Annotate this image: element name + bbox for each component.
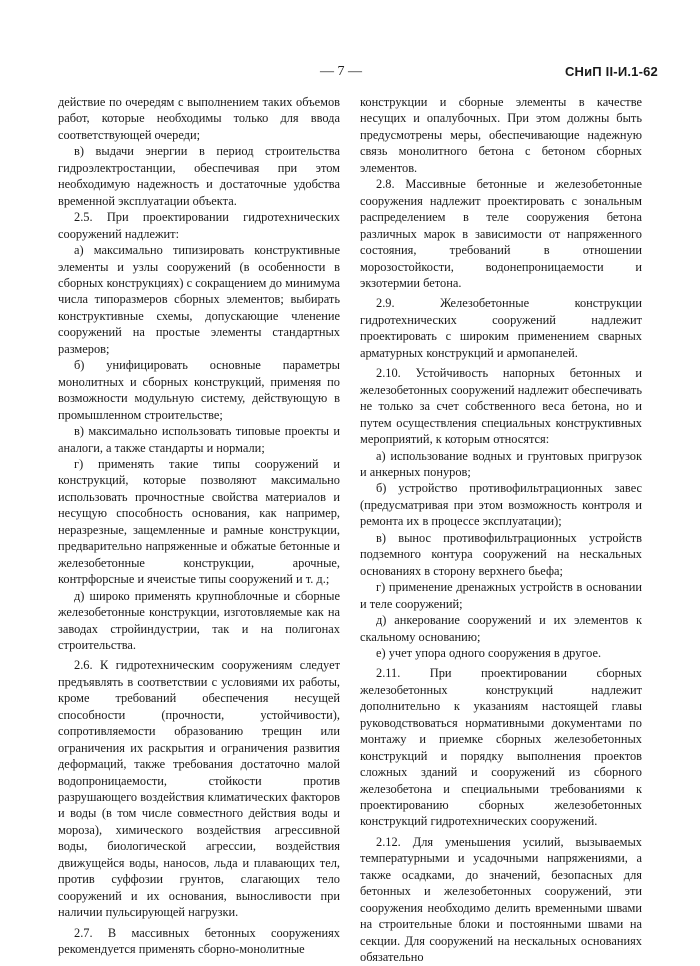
paragraph: 2.7. В массивных бетонных сооружениях рекомендуется применять сборно-монолитные [58, 925, 340, 957]
paragraph: 2.10. Устойчивость напорных бетонных и железобетонных сооружений надлежит обеспечивать не только за счет собственного веса бетона, но и путем осуществления специальных конструктивных мероприятий, к которым относятся: [360, 366, 642, 447]
left-column [58, 94, 340, 958]
paragraph: 2.12. Для уменьшения усилий, вызываемых температурными и усадочными напряжениями, а также осадками, до значений, безопасных для бетонных и железобетонных сооружений, эти сооружения необходимо делить временными швами на строительные блоки и постоянными швами на секции. Для сооружений на нескальных основаниях обязательно [360, 834, 642, 965]
paragraph: 2.11. При проектировании сборных железобетонных конструкций надлежит дополнительно к указаниям настоящей главы руководствоваться нормативными документами по монтажу и приемке сборных железобетонных конструкций и порядку выполнения проектов сложных зданий и сооружений из сборного железобетона и специальными требованиями к проектированию сборных железобетонных конструкций гидротехнических сооружений. [360, 666, 642, 829]
list-item: а) максимально типизировать конструктивные элементы и узлы сооружений (в особенности в сборных конструкциях) с сокращением до минимума числа типоразмеров сборных элементов; выбирать конструктивные схемы, допускающие членение сооружений на простые элементы стандартных размеров; [58, 243, 340, 356]
paragraph: 2.5. При проектировании гидротехнических сооружений надлежит: [58, 210, 340, 241]
document-code: СНиП II-И.1-62 [564, 64, 658, 79]
list-item: д) широко применять крупноблочные и сборные железобетонные конструкции, изготовляемые как на заводах стройиндустрии, так и на полигонах строительства. [58, 588, 340, 652]
list-item: а) использование водных и грунтовых пригрузок и анкерных понуров; [360, 448, 642, 479]
paragraph: действие по очередям с выполнением таких объемов работ, которые необходимы только для ввода соответствующей очереди; [58, 95, 340, 142]
list-item: б) устройство противофильтрационных завес (предусматривая при этом возможность контроля и ремонта их в процессе эксплуатации); [360, 481, 642, 529]
list-item: б) унифицировать основные параметры монолитных и сборных конструкций, применяя по возможности модульную систему, действующую в промышленном строительстве; [58, 358, 340, 422]
right-column [360, 94, 642, 966]
list-item: г) применение дренажных устройств в основании и теле сооружений; [360, 580, 642, 611]
paragraph: в) выдачи энергии в период строительства гидроэлектростанции, обеспечивая при этом необходимую надежность и достаточные удобства временной эксплуатации объекта. [58, 144, 340, 208]
paragraph: конструкции и сборные элементы в качестве несущих и опалубочных. При этом должны быть предусмотрены меры, обеспечивающие надежную связь монолитного бетона с бетоном сборных элементов. [360, 95, 642, 175]
paragraph: 2.6. К гидротехническим сооружениям следует предъявлять в соответствии с условиями их работы, кроме требований обеспечения несущей способности (прочности, устойчивости), сопротивляемости образованию трещин или ограничения их раскрытия и ограничения развития деформаций, также требования достаточно малой водопроницаемости, стойкости против разрушающего воздействия климатических факторов и воды (в том числе совместного действия воды и мороза), химического воздействия агрессивной воды, биологической агрессии, воздействия движущейся воды, наносов, льда и плавающих тел, против суффозии грунтов, слагающих тело сооружений и их основания, выносливости при наличии пульсирующей нагрузки. [58, 658, 340, 920]
list-item: е) учет упора одного сооружения в другое. [376, 645, 602, 660]
paragraph: 2.8. Массивные бетонные и железобетонные сооружения надлежит проектировать с зональным распределением в теле сооружения бетона различных марок в зависимости от напряженного состояния, требований в отношении морозостойкости, водонепроницаемости и экзотермии бетона. [360, 177, 642, 290]
list-item: д) анкерование сооружений и их элементов к скальному основанию; [360, 613, 642, 644]
list-item: в) вынос противофильтрационных устройств подземного контура сооружений на нескальных основаниях в сторону верхнего бьефа; [360, 530, 642, 578]
page-number: — 7 — [320, 64, 362, 79]
paragraph: 2.9. Железобетонные конструкции гидротехнических сооружений надлежит проектировать с широким применением сварных арматурных конструкций и армопанелей. [360, 296, 642, 360]
list-item: г) применять такие типы сооружений и конструкций, которые позволяют максимально использовать прочностные свойства материалов и несущую способность основания, как например, неразрезные, защемленные и рамные конструкции, предварительно напряженные и обжатые бетонные и железобетонные конструкции, арочные, контрфорсные и ячеистые типы сооружений и т. д.; [58, 456, 340, 587]
list-item: в) максимально использовать типовые проекты и аналоги, а также стандарты и нормали; [58, 424, 340, 455]
